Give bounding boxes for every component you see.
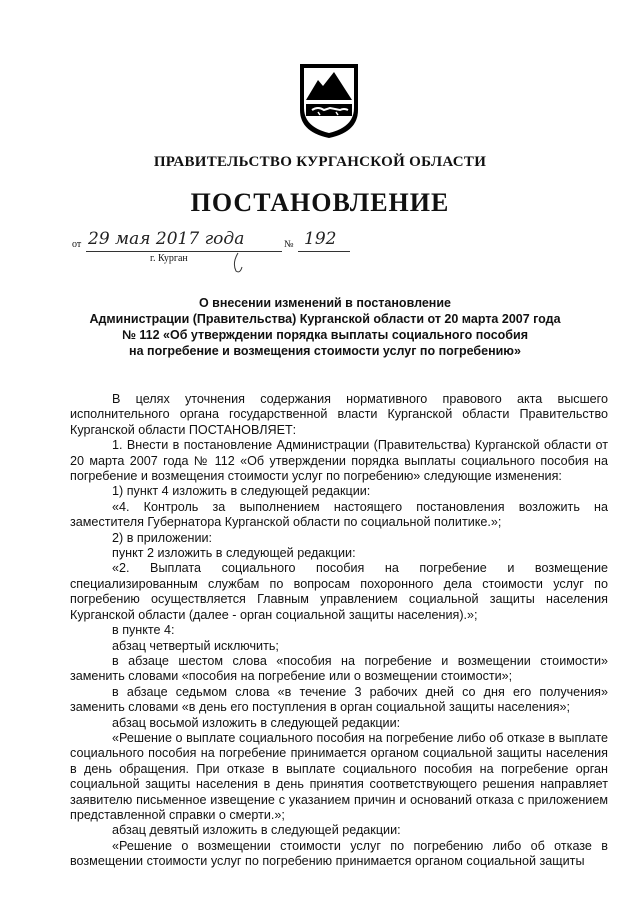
handwritten-number: 192 bbox=[304, 229, 337, 249]
decree-subject bbox=[70, 295, 580, 359]
paragraph: 1. Внести в постановление Администрации (Правительства) Курганской области от 20 марта 2007 года № 112 «Об утверждении порядка выплаты социального пособия на погребение и возмещения стоимости услуг по погребению» следующие изменения: bbox=[70, 438, 608, 484]
date-from-label: от bbox=[72, 239, 82, 250]
paragraph: 1) пункт 4 изложить в следующей редакции: bbox=[112, 484, 371, 499]
handwritten-date: 29 мая 2017 года bbox=[88, 229, 245, 249]
subject-line: О внесении изменений в постановление bbox=[198, 296, 451, 310]
number-underline bbox=[298, 251, 350, 252]
paragraph: 2) в приложении: bbox=[112, 530, 213, 545]
paragraph: «Решение о выплате социального пособия на погребение либо об отказе в выплате социального пособия на погребение принимается органом социальной защиты населения в день обращения. При отказе в выплате социального пособия на погребение орган социальной защиты населения в день принятия соответствующего решения направляет заявителю письменное извещение с указанием причин и оснований отказа с приложением представленной справки о смерти.»; bbox=[70, 730, 608, 822]
government-name: ПРАВИТЕЛЬСТВО КУРГАНСКОЙ ОБЛАСТИ bbox=[153, 154, 487, 170]
paragraph: «2. Выплата социального пособия на погребение и возмещение специализированным службам по вопросам похоронного дела стоимости услуг по погребению осуществляется Главным управлением социальной защиты населения Курганской области (далее - орган социальной защиты населения).»; bbox=[70, 561, 608, 622]
decree-body bbox=[70, 392, 608, 870]
subject-line: на погребение и возмещения стоимости услуг по погребению» bbox=[129, 344, 521, 358]
paragraph: абзац восьмой изложить в следующей редакции: bbox=[112, 715, 401, 730]
signature-stroke bbox=[228, 251, 258, 275]
paragraph: абзац девятый изложить в следующей редакции: bbox=[112, 823, 401, 838]
paragraph: «Решение о возмещении стоимости услуг по погребению либо об отказе в возмещении стоимости услуг по погребению принимается органом социальной защиты bbox=[70, 838, 608, 869]
city: г. Курган bbox=[150, 253, 188, 264]
subject-line: Администрации (Правительства) Курганской области от 20 марта 2007 года bbox=[89, 312, 561, 326]
number-label: № bbox=[284, 239, 294, 250]
paragraph: «4. Контроль за выполнением настоящего постановления возложить на заместителя Губернатора Курганской области по социальной политике.»; bbox=[70, 499, 608, 530]
paragraph: в пункте 4: bbox=[112, 623, 175, 638]
paragraph: абзац четвертый исключить; bbox=[112, 638, 279, 653]
decree-title: ПОСТАНОВЛЕНИЕ bbox=[190, 188, 450, 217]
paragraph: В целях уточнения содержания нормативного правового акта высшего исполнительного органа государственной власти Курганской области Правительство Курганской области ПОСТАНОВЛЯЕТ: bbox=[70, 392, 608, 437]
paragraph: пункт 2 изложить в следующей редакции: bbox=[112, 546, 356, 561]
paragraph: в абзаце шестом слова «пособия на погребение и возмещении стоимости» заменить словами «пособия на погребение или о возмещении стоимости»; bbox=[70, 653, 608, 684]
kurgan-oblast-coat-of-arms-icon bbox=[296, 60, 362, 140]
subject-line: № 112 «Об утверждении порядка выплаты социального пособия bbox=[121, 328, 529, 342]
dateline bbox=[72, 231, 372, 271]
paragraph: в абзаце седьмом слова «в течение 3 рабочих дней со дня его получения» заменить словами «в день его поступления в орган социальной защиты населения»; bbox=[70, 684, 608, 715]
